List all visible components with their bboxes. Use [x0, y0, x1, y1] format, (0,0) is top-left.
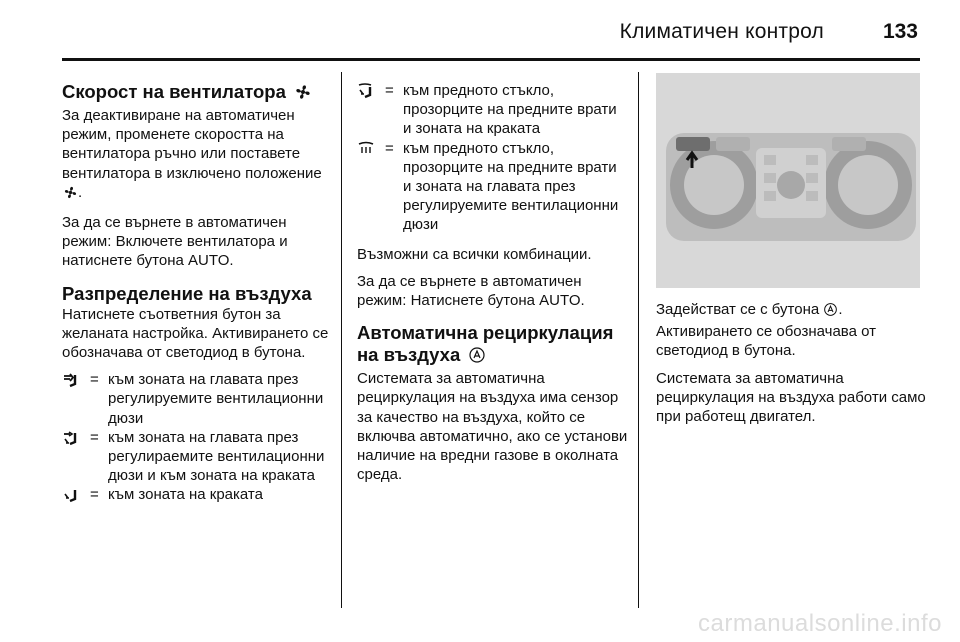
- air-to-windscreen-and-feet-icon: [357, 81, 385, 139]
- auto-return-paragraph: За да се върнете в автоматичен режим: Натиснете бутона AUTO.: [357, 272, 585, 310]
- page-number: 133: [882, 20, 918, 43]
- auto-recirculation-heading: Автоматична рециркулация на въздуха: [357, 322, 629, 369]
- column-divider-2: [638, 72, 639, 608]
- air-to-head-icon: [62, 370, 90, 428]
- fan-icon: [63, 185, 78, 205]
- air-distribution-list-cont: [357, 81, 629, 235]
- air-distribution-paragraph: Натиснете съответния бутон за желаната настройка. Активирането се обозначава от светодиод в бутона.: [62, 305, 329, 362]
- header-rule: [62, 58, 920, 61]
- column-2: [357, 81, 629, 492]
- air-to-feet-icon: [62, 485, 90, 508]
- recirc-activation-paragraph: Задействат се с бутона . Активирането се обозначава от светодиод в бутона.: [656, 301, 876, 360]
- fan-speed-heading: Скорост на вентилатора: [62, 81, 330, 106]
- air-to-head-and-feet-icon: [62, 428, 90, 486]
- column-1: [62, 81, 330, 517]
- list-item: = към зоната на краката: [62, 485, 330, 508]
- auto-recirculation-icon: [468, 346, 486, 369]
- list-item: = към предното стъкло, прозорците на предните врати и зоната на главата през регулируемите вентилационни дюзи: [357, 139, 629, 235]
- auto-label: AUTO: [187, 252, 230, 270]
- climate-control-panel-photo: [656, 73, 920, 288]
- list-item: = към зоната на главата през регулируемите вентилационни дюзи: [62, 370, 330, 428]
- combinations-paragraph: Възможни са всички комбинации.: [357, 245, 592, 263]
- recirc-engine-paragraph: Системата за автоматична рециркулация на въздуха работи само при работещ двигател.: [656, 369, 926, 426]
- fan-icon: [294, 83, 312, 106]
- air-to-windscreen-and-head-icon: [357, 139, 385, 235]
- air-distribution-heading: Разпределение на въздуха: [62, 282, 312, 304]
- list-item: = към предното стъкло, прозорците на предните врати и зоната на краката: [357, 81, 629, 139]
- fan-speed-paragraph-1: За деактивиране на автоматичен режим, променете скоростта на вентилатора ръчно или поставете вентилатора в изключено положение .: [62, 106, 330, 205]
- header-title: Климатичен контрол: [619, 20, 824, 43]
- auto-label: AUTO: [539, 292, 581, 310]
- list-item: = към зоната на главата през регулираемите вентилационни дюзи и към зоната на краката: [62, 428, 330, 486]
- fan-speed-paragraph-2: За да се върнете в автоматичен режим: Включете вентилатора и натиснете бутона AUTO.: [62, 214, 288, 270]
- air-distribution-list: [62, 370, 330, 508]
- auto-recirculation-icon: [823, 302, 838, 322]
- auto-recirculation-paragraph: Системата за автоматична рециркулация на въздуха има сензор за качество на въздуха, който се включва автоматично, ако се установи наличие на вредни газове в околната среда.: [357, 370, 628, 484]
- watermark: carmanualsonline.info: [698, 610, 942, 637]
- column-3: [656, 300, 932, 434]
- column-divider-1: [341, 72, 342, 608]
